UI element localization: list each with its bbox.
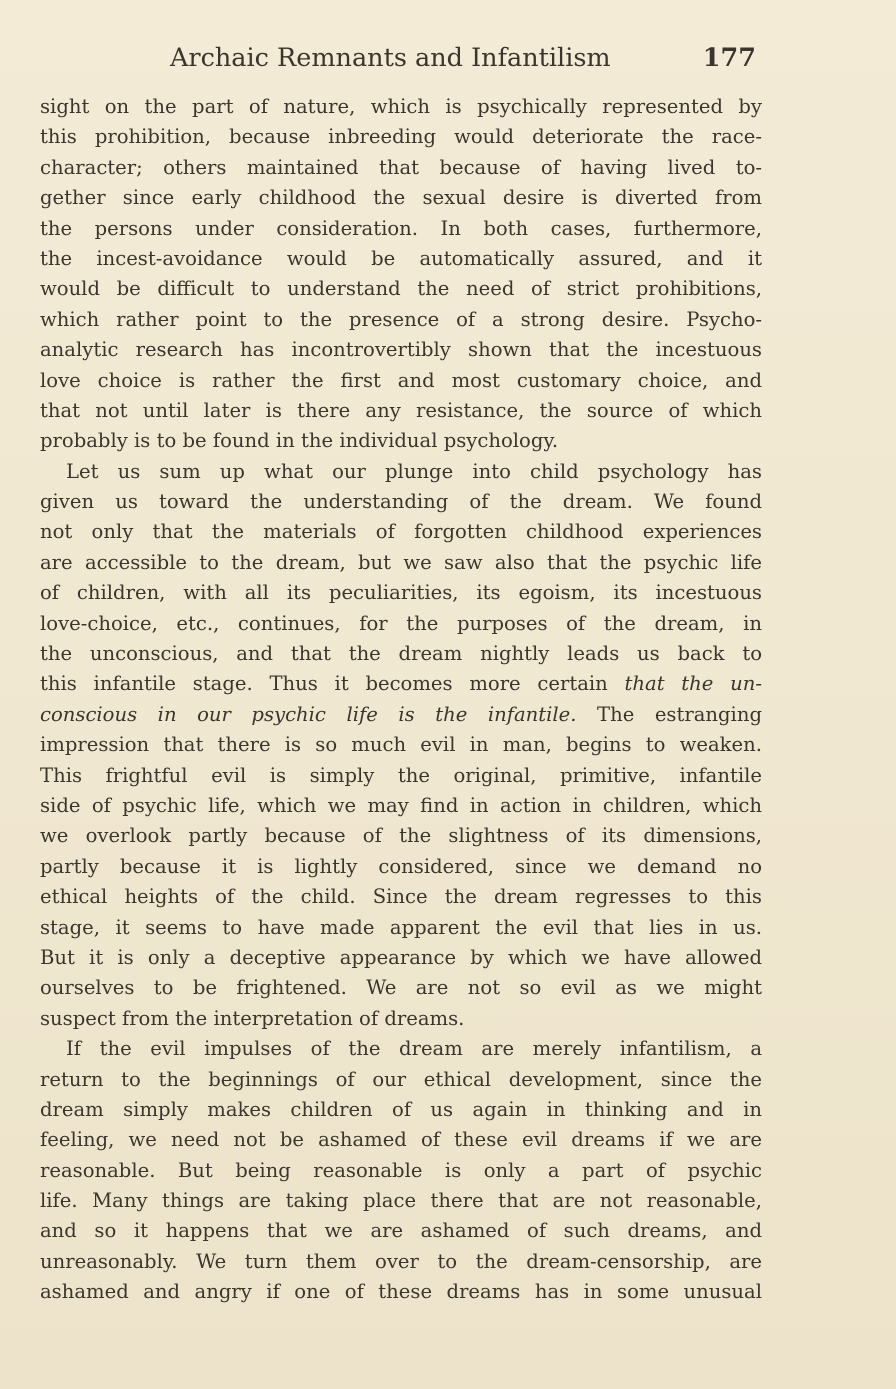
text-line — [40, 1034, 762, 1064]
line-text: ourselves to be frightened. We are not so evil as we might — [40, 976, 762, 1000]
line-text: reasonable. But being reasonable is only a part of psychic — [40, 1158, 762, 1182]
line-text: This frightful evil is simply the original, primitive, infantile — [40, 763, 762, 787]
text-line — [40, 913, 762, 943]
line-text: of children, with all its peculiarities, its egoism, its incestuous — [40, 581, 762, 605]
line-text: this infantile stage. Thus it becomes more certain — [40, 672, 625, 696]
line-text: stage, it seems to have made apparent the evil that lies in us. — [40, 915, 762, 939]
line-text: sight on the part of nature, which is psychically represented by — [40, 95, 762, 118]
text-line — [40, 426, 762, 456]
text-line — [40, 700, 762, 730]
text-line — [40, 122, 762, 152]
text-line — [40, 1216, 762, 1246]
line-text: this prohibition, because inbreeding would deteriorate the race- — [40, 125, 762, 149]
body-text — [40, 92, 762, 1308]
line-text: analytic research has incontrovertibly shown that the incestuous — [40, 338, 762, 362]
running-title: Archaic Remnants and Infantilism — [170, 43, 611, 73]
text-line — [40, 1004, 762, 1034]
text-line — [40, 1156, 762, 1186]
text-line — [40, 183, 762, 213]
text-line — [40, 153, 762, 183]
text-line — [40, 517, 762, 547]
line-text: love-choice, etc., continues, for the purposes of the dream, in — [40, 611, 762, 635]
line-text: probably is to be found in the individual psychology. — [40, 429, 559, 453]
text-line — [40, 548, 762, 578]
text-line — [40, 305, 762, 335]
text-line — [40, 457, 762, 487]
line-text: partly because it is lightly considered, since we demand no — [40, 854, 762, 878]
line-text: return to the beginnings of our ethical development, since the — [40, 1067, 762, 1091]
text-line — [40, 973, 762, 1003]
text-line — [40, 244, 762, 274]
text-line — [40, 274, 762, 304]
text-line — [40, 639, 762, 669]
page-number: 177 — [702, 43, 756, 73]
line-text: given us toward the understanding of the dream. We found — [40, 490, 762, 514]
italic-text: that the un- — [624, 672, 762, 696]
running-head — [170, 40, 770, 76]
text-line — [40, 214, 762, 244]
line-text: side of psychic life, which we may find in action in children, which — [40, 793, 762, 817]
line-text: the unconscious, and that the dream nightly leads us back to — [40, 642, 762, 666]
line-text: dream simply makes children of us again in thinking and in — [40, 1097, 762, 1121]
text-line — [40, 791, 762, 821]
text-line — [40, 1186, 762, 1216]
line-text: But it is only a deceptive appearance by which we have allowed — [40, 945, 762, 969]
line-text: If the evil impulses of the dream are merely infantilism, a — [66, 1037, 762, 1061]
text-line — [40, 761, 762, 791]
line-text: we overlook partly because of the slightness of its dimensions, — [40, 824, 762, 848]
text-line — [40, 487, 762, 517]
text-line — [40, 1095, 762, 1125]
line-text: impression that there is so much evil in man, begins to weaken. — [40, 733, 762, 757]
line-text: and so it happens that we are ashamed of such dreams, and — [40, 1219, 762, 1243]
text-line — [40, 366, 762, 396]
text-line — [40, 852, 762, 882]
line-text: which rather point to the presence of a strong desire. Psycho- — [40, 307, 762, 331]
line-text: gether since early childhood the sexual desire is diverted from — [40, 186, 762, 210]
text-line — [40, 335, 762, 365]
line-text: The estranging — [576, 702, 762, 726]
text-line — [40, 730, 762, 760]
line-text: the incest-avoidance would be automatically assured, and it — [40, 246, 762, 270]
line-text: ethical heights of the child. Since the dream regresses to this — [40, 885, 762, 909]
line-text: not only that the materials of forgotten childhood experiences — [40, 520, 762, 544]
line-text: ashamed and angry if one of these dreams has in some unusual — [40, 1280, 762, 1304]
line-text: unreasonably. We turn them over to the dream-censorship, are — [40, 1249, 762, 1273]
italic-text: conscious in our psychic life is the infantile. — [40, 702, 577, 726]
line-text: character; others maintained that because of having lived to- — [40, 155, 762, 179]
text-line — [40, 1277, 762, 1307]
line-text: would be difficult to understand the need of strict prohibitions, — [40, 277, 762, 301]
text-line — [40, 1065, 762, 1095]
text-line — [40, 578, 762, 608]
line-text: the persons under consideration. In both cases, furthermore, — [40, 216, 762, 240]
text-line — [40, 396, 762, 426]
text-line — [40, 1247, 762, 1277]
line-text: Let us sum up what our plunge into child psychology has — [66, 459, 762, 483]
text-line — [40, 609, 762, 639]
text-line — [40, 943, 762, 973]
text-line — [40, 92, 762, 122]
line-text: love choice is rather the first and most customary choice, and — [40, 368, 762, 392]
text-line — [40, 882, 762, 912]
line-text: suspect from the interpretation of dreams. — [40, 1006, 465, 1030]
line-text: are accessible to the dream, but we saw also that the psychic life — [40, 550, 762, 574]
text-line — [40, 821, 762, 851]
text-line — [40, 669, 762, 699]
line-text: life. Many things are taking place there that are not reasonable, — [40, 1189, 762, 1213]
line-text: that not until later is there any resistance, the source of which — [40, 398, 762, 422]
line-text: feeling, we need not be ashamed of these evil dreams if we are — [40, 1128, 762, 1152]
text-line — [40, 1125, 762, 1155]
